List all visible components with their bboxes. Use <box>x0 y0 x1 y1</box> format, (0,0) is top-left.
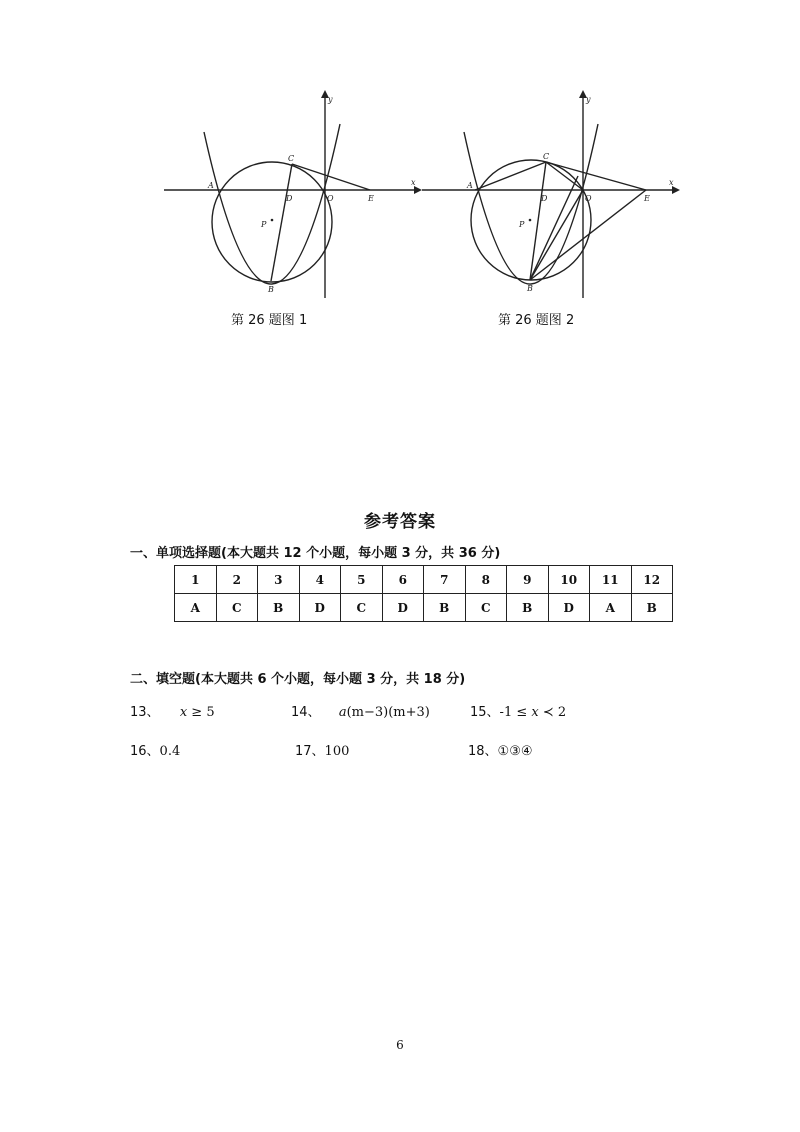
page-number: 6 <box>396 1038 404 1052</box>
fill-answer-17 <box>295 740 349 759</box>
section-1-heading: 一、单项选择题(本大题共 12 个小题，每小题 3 分，共 36 分) <box>130 546 501 561</box>
answer-choice: D <box>548 594 590 622</box>
question-number: 3 <box>258 566 300 594</box>
label-y: y <box>586 95 591 104</box>
question-number: 2 <box>216 566 258 594</box>
fill-answer-16 <box>130 740 180 759</box>
label-b: B <box>527 284 533 293</box>
question-number: 10 <box>548 566 590 594</box>
answer-choice: C <box>465 594 507 622</box>
segment-ce <box>546 162 646 190</box>
fill-number: 17、 <box>295 744 325 759</box>
fill-var: x <box>531 705 539 720</box>
label-p: P <box>519 220 525 229</box>
segment-bo <box>530 190 583 280</box>
label-p: P <box>261 220 267 229</box>
fill-var: x <box>179 705 188 720</box>
figure-1-diagram <box>160 90 430 310</box>
question-number: 4 <box>299 566 341 594</box>
answer-choice: C <box>341 594 383 622</box>
fill-number: 16、 <box>130 744 160 759</box>
table-row <box>175 566 673 594</box>
fill-pre: 0.4 <box>159 744 181 759</box>
label-o: O <box>327 194 334 203</box>
label-c: C <box>543 152 550 161</box>
answer-choice: D <box>299 594 341 622</box>
label-y: y <box>328 95 333 104</box>
answer-choice: C <box>216 594 258 622</box>
segment-ce <box>292 164 370 190</box>
answer-choice: B <box>424 594 466 622</box>
fill-number: 18、 <box>468 744 498 759</box>
question-number: 6 <box>382 566 424 594</box>
fill-pre: ①③④ <box>497 744 533 759</box>
parabola <box>464 124 598 284</box>
fill-number: 15、 <box>470 705 500 720</box>
question-number: 12 <box>631 566 673 594</box>
fill-number: 13、 <box>130 705 160 720</box>
question-number: 11 <box>590 566 632 594</box>
fill-number: 14、 <box>291 705 321 720</box>
figure-1-caption: 第 26 题图 1 <box>231 313 308 328</box>
answer-choice: A <box>590 594 632 622</box>
fill-post: ≺ 2 <box>538 705 567 720</box>
point-p <box>271 219 274 222</box>
fill-pre: 100 <box>324 744 350 759</box>
fill-post: (m−3)(m+3) <box>346 705 430 720</box>
answer-choice: D <box>382 594 424 622</box>
fill-answer-14 <box>291 701 430 720</box>
fill-answer-18 <box>468 740 533 759</box>
answer-choice: B <box>258 594 300 622</box>
answer-choice: A <box>175 594 217 622</box>
label-d: D <box>286 194 293 203</box>
table-row <box>175 594 673 622</box>
label-a: A <box>208 181 214 190</box>
answers-title: 参考答案 <box>364 512 436 532</box>
fill-post: ≥ 5 <box>187 705 215 720</box>
question-number: 8 <box>465 566 507 594</box>
choice-answers-table <box>174 565 673 622</box>
question-number: 5 <box>341 566 383 594</box>
label-b: B <box>268 285 274 294</box>
label-e: E <box>368 194 374 203</box>
label-x: x <box>669 178 674 187</box>
question-number: 7 <box>424 566 466 594</box>
parabola <box>204 124 340 284</box>
label-e: E <box>644 194 650 203</box>
question-number: 9 <box>507 566 549 594</box>
fill-answer-13 <box>130 701 215 720</box>
segment-ac <box>475 162 546 190</box>
answer-choice: B <box>507 594 549 622</box>
label-o: O <box>585 194 592 203</box>
figure-2 <box>418 90 688 310</box>
section-2-heading: 二、填空题(本大题共 6 个小题，每小题 3 分，共 18 分) <box>130 672 466 687</box>
fill-pre: -1 ≤ <box>499 705 532 720</box>
answer-choice: B <box>631 594 673 622</box>
label-a: A <box>467 181 473 190</box>
fill-var: a <box>338 705 347 720</box>
label-d: D <box>541 194 548 203</box>
segment-cb <box>271 164 292 281</box>
label-x: x <box>411 178 416 187</box>
point-p <box>529 219 532 222</box>
fill-answer-15 <box>470 701 566 720</box>
question-number: 1 <box>175 566 217 594</box>
label-c: C <box>288 154 295 163</box>
figure-1 <box>160 90 430 310</box>
figure-2-caption: 第 26 题图 2 <box>498 313 575 328</box>
figure-2-diagram <box>418 90 688 310</box>
x-axis-arrow-icon <box>672 186 680 194</box>
